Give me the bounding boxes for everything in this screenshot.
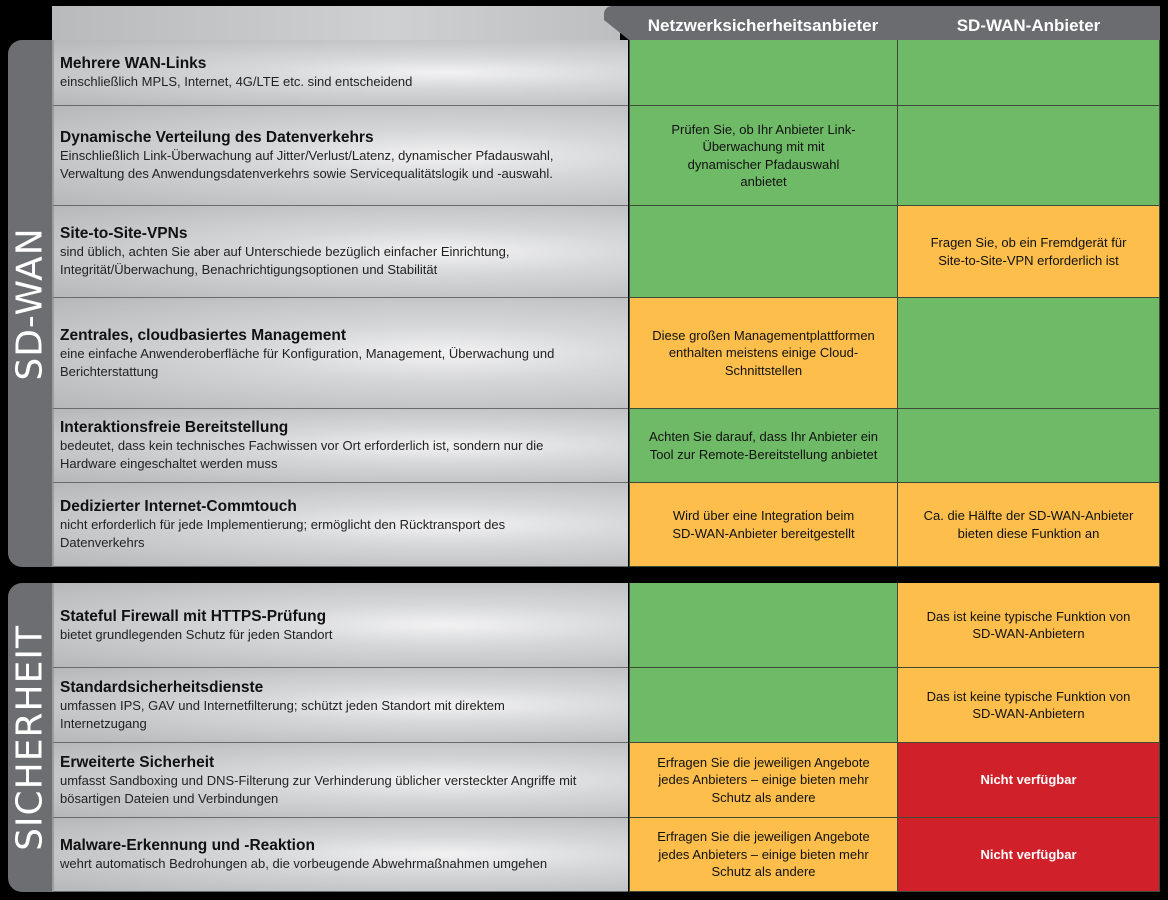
- sdwan-cell: Nicht verfügbar: [897, 743, 1160, 818]
- sdwan-cell: [897, 298, 1160, 409]
- network-security-cell: Diese großen Managementplattformen enthalten meistens einige Cloud-Schnittstellen: [629, 298, 897, 409]
- network-security-cell: [629, 206, 897, 298]
- feature-cell: [52, 743, 628, 818]
- column-header-network-security: Netzwerksicherheitsanbieter: [647, 16, 879, 35]
- feature-title: Site-to-Site-VPNs: [60, 225, 188, 242]
- feature-description: bietet grundlegenden Schutz für jeden Standort: [60, 626, 333, 642]
- table-row: [52, 483, 1160, 567]
- feature-title: Erweiterte Sicherheit: [60, 753, 215, 771]
- sdwan-cell: [897, 409, 1160, 483]
- section-label-text: SD-WAN: [9, 226, 51, 381]
- table-row: [52, 409, 1160, 483]
- feature-title: Stateful Firewall mit HTTPS-Prüfung: [60, 607, 327, 625]
- header-blank-area: [52, 6, 620, 40]
- table-row: [52, 40, 1160, 106]
- feature-cell: [52, 483, 628, 567]
- sdwan-cell: Ca. die Hälfte der SD-WAN-Anbieter bieten diese Funktion an: [897, 483, 1160, 567]
- section-label-sicherheit: [8, 583, 52, 892]
- feature-title: Dedizierter Internet-Commtouch: [60, 498, 297, 515]
- feature-cell: [52, 298, 628, 409]
- feature-title: Dynamische Verteilung des Datenverkehrs: [60, 129, 374, 146]
- feature-description: eine einfache Anwenderoberfläche für Konfiguration, Management, Überwachung und Berichterstattung: [60, 345, 555, 379]
- section-label-text: SICHERHEIT: [9, 624, 51, 851]
- feature-title: Standardsicherheitsdienste: [60, 678, 264, 696]
- feature-title: Interaktionsfreie Bereitstellung: [60, 419, 289, 436]
- network-security-cell: Wird über eine Integration beim SD-WAN-Anbieter bereitgestellt: [629, 483, 897, 567]
- feature-title: Malware-Erkennung und -Reaktion: [60, 837, 315, 854]
- table-row: [52, 106, 1160, 206]
- feature-title: Mehrere WAN-Links: [60, 55, 207, 72]
- feature-description: umfassen IPS, GAV und Internetfilterung; schützt jeden Standort mit direktem Internetzugang: [60, 697, 505, 731]
- feature-cell: [52, 409, 628, 483]
- feature-title: Zentrales, cloudbasiertes Management: [60, 326, 346, 344]
- feature-cell: [52, 583, 628, 668]
- network-security-cell: [629, 40, 897, 106]
- network-security-cell: Erfragen Sie die jeweiligen Angebote jedes Anbieters – einige bieten mehr Schutz als andere: [629, 743, 897, 818]
- sdwan-cell: Das ist keine typische Funktion von SD-WAN-Anbietern: [897, 668, 1160, 743]
- feature-cell: [52, 106, 628, 206]
- feature-description: bedeutet, dass kein technisches Fachwissen vor Ort erforderlich ist, sondern nur die Hardware eingeschaltet werden muss: [60, 438, 544, 471]
- table-row: [52, 668, 1160, 743]
- feature-description: Einschließlich Link-Überwachung auf Jitter/Verlust/Latenz, dynamischer Pfadauswahl, Verwaltung des Anwendungsdatenverkehrs sowie Servicequalitätslogik und -auswahl.: [60, 148, 554, 181]
- table-row: [52, 818, 1160, 892]
- feature-description: einschließlich MPLS, Internet, 4G/LTE etc. sind entscheidend: [60, 74, 413, 89]
- feature-cell: [52, 40, 628, 106]
- sdwan-cell: Fragen Sie, ob ein Fremdgerät für Site-to-Site-VPN erforderlich ist: [897, 206, 1160, 298]
- table-row: [52, 583, 1160, 668]
- network-security-cell: [629, 583, 897, 668]
- network-security-cell: Achten Sie darauf, dass Ihr Anbieter ein Tool zur Remote-Bereitstellung anbietet: [629, 409, 897, 483]
- sdwan-cell: [897, 106, 1160, 206]
- feature-cell: [52, 818, 628, 892]
- feature-description: umfasst Sandboxing und DNS-Filterung zur Verhinderung üblicher versteckter Angriffe mit bösartigen Dateien und Verbindungen: [60, 772, 577, 806]
- table-row: [52, 298, 1160, 409]
- network-security-cell: Prüfen Sie, ob Ihr Anbieter Link-Überwachung mit mit dynamischer Pfadauswahl anbietet: [629, 106, 897, 206]
- feature-cell: [52, 668, 628, 743]
- table-row: [52, 743, 1160, 818]
- feature-description: wehrt automatisch Bedrohungen ab, die vorbeugende Abwehrmaßnahmen umgehen: [60, 856, 548, 871]
- section-label-sdwan: [8, 40, 52, 567]
- network-security-cell: [629, 668, 897, 743]
- network-security-cell: Erfragen Sie die jeweiligen Angebote jedes Anbieters – einige bieten mehr Schutz als andere: [629, 818, 897, 892]
- sdwan-cell: [897, 40, 1160, 106]
- feature-description: sind üblich, achten Sie aber auf Unterschiede bezüglich einfacher Einrichtung, Integrität/Überwachung, Benachrichtigungsoptionen und Stabilität: [60, 244, 510, 277]
- sdwan-cell: Das ist keine typische Funktion von SD-WAN-Anbietern: [897, 583, 1160, 668]
- sdwan-cell: Nicht verfügbar: [897, 818, 1160, 892]
- table-row: [52, 206, 1160, 298]
- feature-description: nicht erforderlich für jede Implementierung; ermöglicht den Rücktransport des Datenverkehrs: [60, 517, 506, 550]
- column-header-sdwan: SD-WAN-Anbieter: [956, 16, 1101, 35]
- feature-cell: [52, 206, 628, 298]
